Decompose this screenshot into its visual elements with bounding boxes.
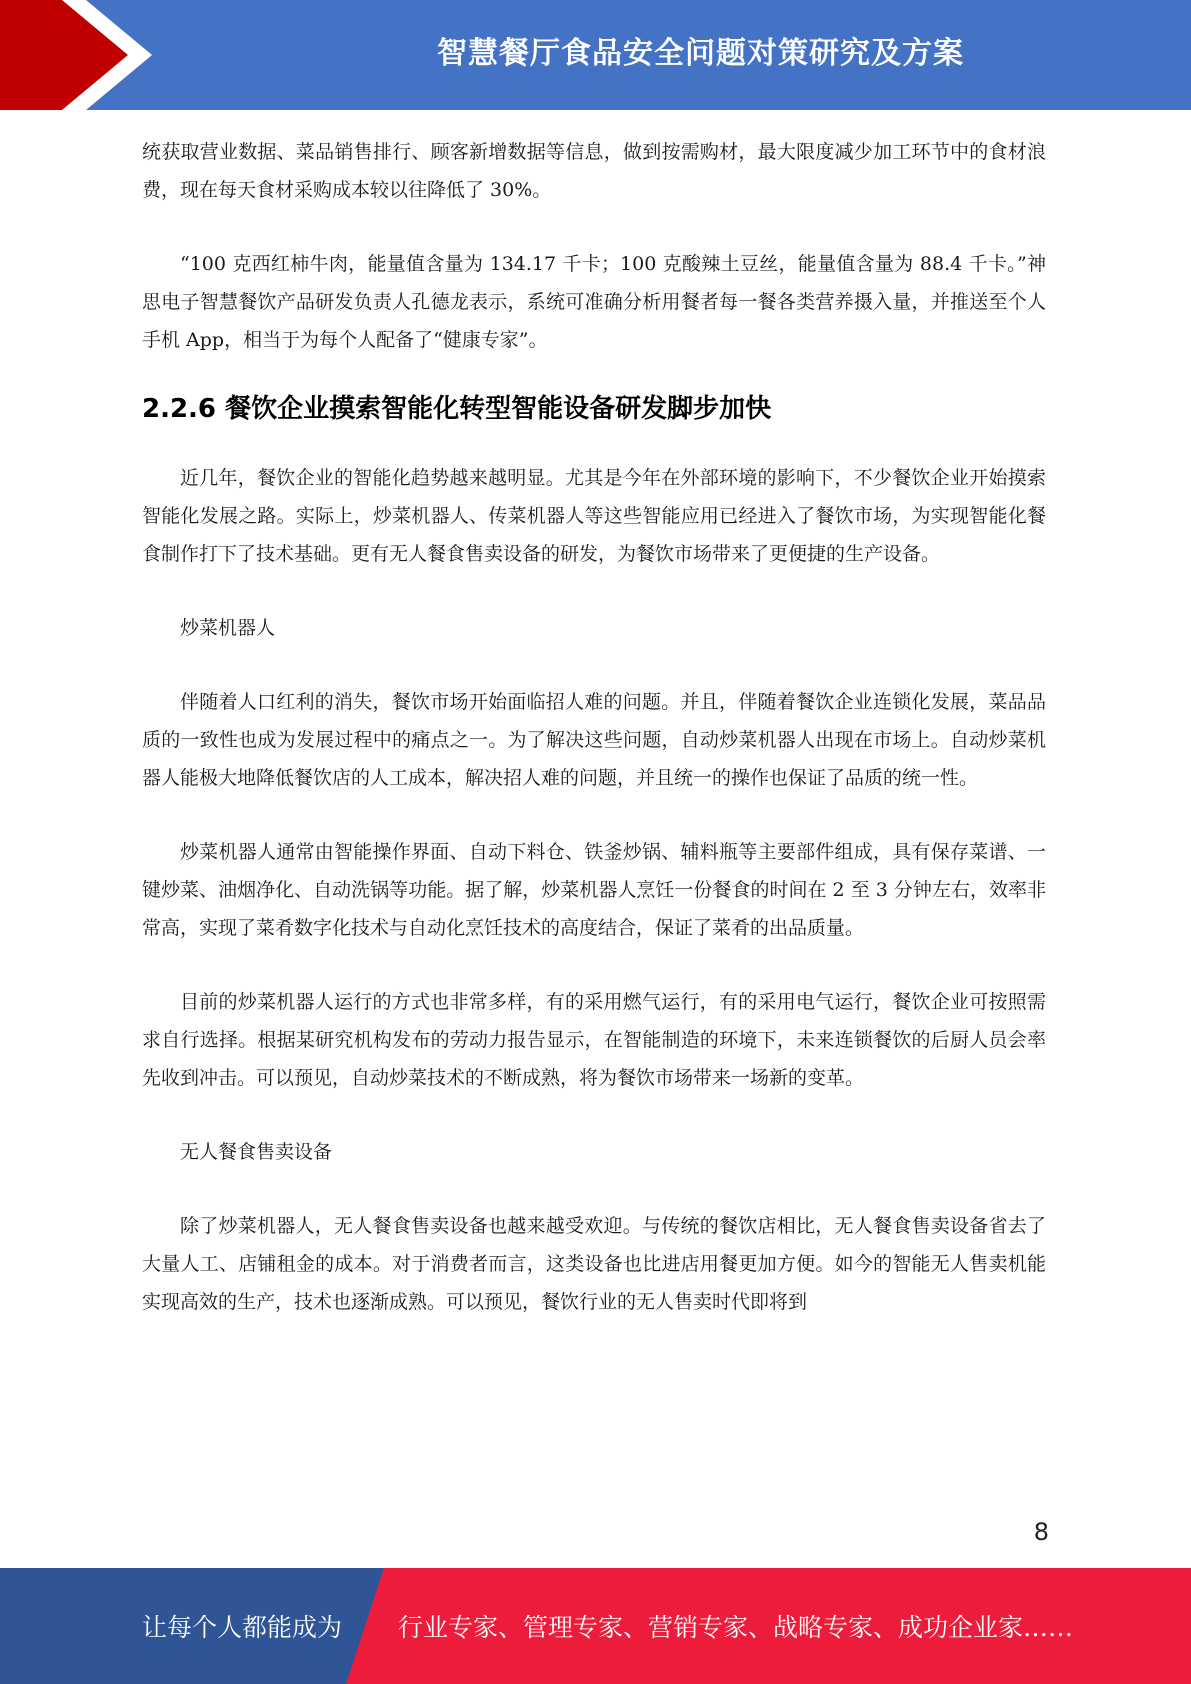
page-body — [142, 133, 1046, 1321]
paragraph: 伴随着人口红利的消失，餐饮市场开始面临招人难的问题。并且，伴随着餐饮企业连锁化发展，菜品品质的一致性也成为发展过程中的痛点之一。为了解决这些问题，自动炒菜机器人出现在市场上。自动炒菜机器人能极大地降低餐饮店的人工成本，解决招人难的问题，并且统一的操作也保证了品质的统一性。 — [142, 691, 1046, 789]
document-title: 智慧餐厅食品安全问题对策研究及方案 — [437, 36, 964, 71]
section-heading: 2.2.6 餐饮企业摸索智能化转型智能设备研发脚步加快 — [142, 394, 772, 424]
paragraph: 除了炒菜机器人，无人餐食售卖设备也越来越受欢迎。与传统的餐饮店相比，无人餐食售卖设备省去了大量人工、店铺租金的成本。对于消费者而言，这类设备也比进店用餐更加方便。如今的智能无人售卖机能实现高效的生产，技术也逐渐成熟。可以预见，餐饮行业的无人售卖时代即将到 — [142, 1215, 1046, 1313]
paragraph: “100 克西红柿牛肉，能量值含量为 134.17 千卡；100 克酸辣土豆丝，能量值含量为 88.4 千卡。”神思电子智慧餐饮产品研发负责人孔德龙表示，系统可准确分析用餐者每一餐各类营养摄入量，并推送至个人手机 App，相当于为每个人配备了“健康专家”。 — [142, 253, 1046, 351]
paragraph: 目前的炒菜机器人运行的方式也非常多样，有的采用燃气运行，有的采用电气运行，餐饮企业可按照需求自行选择。根据某研究机构发布的劳动力报告显示，在智能制造的环境下，未来连锁餐饮的后厨人员会率先收到冲击。可以预见，自动炒菜技术的不断成熟，将为餐饮市场带来一场新的变革。 — [142, 991, 1046, 1089]
paragraph: 炒菜机器人通常由智能操作界面、自动下料仓、铁釜炒锅、辅料瓶等主要部件组成，具有保存菜谱、一键炒菜、油烟净化、自动洗锅等功能。据了解，炒菜机器人烹饪一份餐食的时间在 2 至 3 分钟左右，效率非常高，实现了菜肴数字化技术与自动化烹饪技术的高度结合，保证了菜肴的出品质量。 — [142, 841, 1046, 939]
subheading: 炒菜机器人 — [180, 617, 276, 639]
header-arrow-decoration — [0, 0, 160, 110]
paragraph: 近几年，餐饮企业的智能化趋势越来越明显。尤其是今年在外部环境的影响下，不少餐饮企业开始摸索智能化发展之路。实际上，炒菜机器人、传菜机器人等这些智能应用已经进入了餐饮市场，为实现智能化餐食制作打下了技术基础。更有无人餐食售卖设备的研发，为餐饮市场带来了更便捷的生产设备。 — [142, 467, 1046, 565]
footer-banner — [0, 1568, 1191, 1684]
paragraph: 统获取营业数据、菜品销售排行、顾客新增数据等信息，做到按需购材，最大限度减少加工环节中的食材浪费，现在每天食材采购成本较以往降低了 30%。 — [142, 141, 1046, 201]
footer-slogan-right: 行业专家、管理专家、营销专家、战略专家、成功企业家…… — [398, 1613, 1074, 1642]
footer-slogan-left: 让每个人都能成为 — [142, 1613, 343, 1642]
header-banner — [0, 0, 1191, 110]
subheading: 无人餐食售卖设备 — [180, 1141, 333, 1163]
page-number: 8 — [1033, 1518, 1049, 1546]
